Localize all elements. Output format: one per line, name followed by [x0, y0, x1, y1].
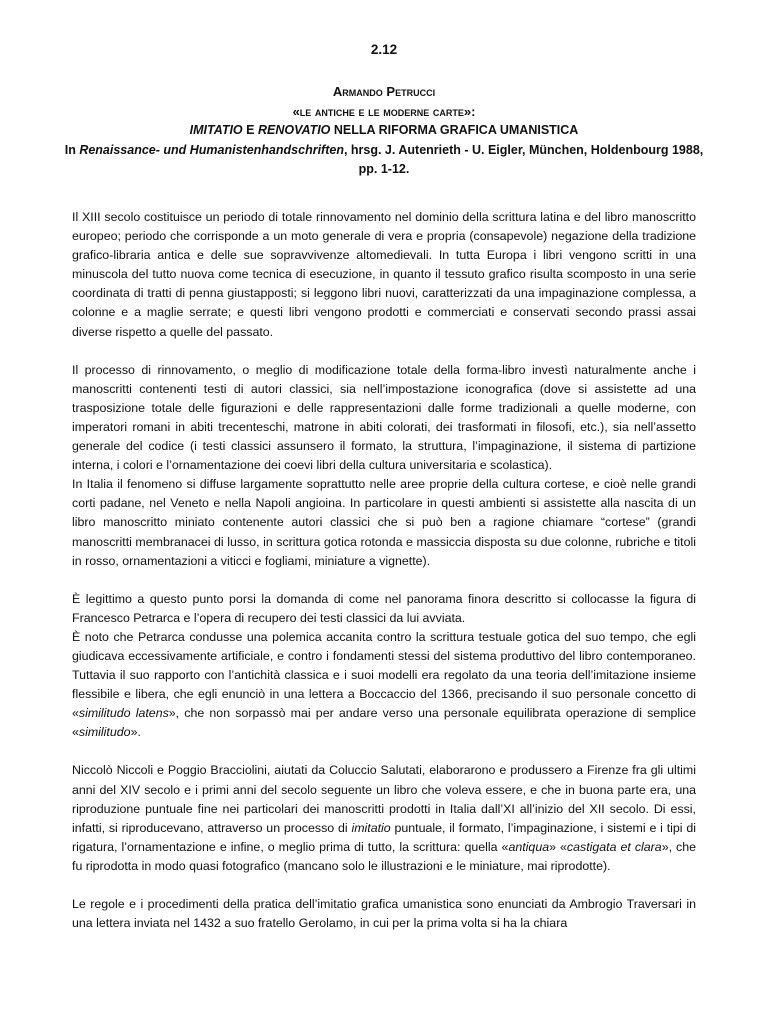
paragraph-4: È legittimo a questo punto porsi la domanda di come nel panorama finora descritto si collocasse la figura di Francesco Petrarca e l’opera di recupero dei testi classici da lui avviata. [72, 591, 696, 625]
essay-subtitle [60, 121, 708, 141]
section-number: 2.12 [370, 42, 398, 57]
subtitle-rest: NELLA RIFORMA GRAFICA UMANISTICA [330, 123, 579, 137]
p5-italic-similitudo-latens: similitudo latens [78, 706, 169, 721]
essay-title [60, 102, 708, 122]
p5-text-a: È noto che Petrarca condusse una polemica accanita contro la scrittura testuale gotica del suo tempo, che egli giudicava eccessivamente artificiale, e contro i fondamenti stessi del sistema produttivo del libro contemporaneo. Tuttavia il suo rapporto con l’antichità classica e i suoi modelli era regolato da una teoria dell’imitazione insieme flessibile e libera, che egli enunciò in una lettera a Boccaccio del 1366, precisando il suo personale concetto di « [72, 629, 696, 721]
ref-pages: pp. 1-12. [358, 162, 410, 176]
p5-text-c: », che non sorpassò mai per andare verso una personale equilibrata operazione di semplice « [72, 706, 696, 740]
paragraph-5 [72, 628, 696, 743]
paragraph-1: Il XIII secolo costituisce un periodo di totale rinnovamento nel dominio della scrittura latina e del libro manoscritto europeo; periodo che corrisponde a un moto generale di vera e propria (consapevole) negazione della tradizione grafico-libraria antica e delle sue sopravvivenze altomedievali. In tutta Europa i libri vengono scritti in una minuscola del tutto nuova come tecnica di esecuzione, in quanto il tessuto grafico risulta scomposto in una serie coordinata di tratti di penna giustapposti; si leggono libri nuovi, caratterizzati da una impaginazione complessa, a colonne e a maglie serrate; e questi libri vengono prodotti e commerciati e conservati secondo prassi assai diverse rispetto a quelle del passato. [72, 210, 696, 339]
paragraph-2: Il processo di rinnovamento, o meglio di modificazione totale della forma-libro investì naturalmente anche i manoscritti contenenti testi di autori classici, sia nell’impostazione iconografica (dove si assistette ad una trasposizione totale delle figurazioni e delle rappresentazioni dalle forme tradizionali a quelle moderne, con imperatori romani in abiti trecenteschi, matrone in abiti colorati, dei trasformati in filosofi, etc.), sia nell’assetto generale del codice (i testi classici assunsero il formato, la struttura, l’impaginazione, il sistema di partizione interna, i colori e l’ornamentazione dei coevi libri della cultura universitaria e scolastica). [72, 362, 696, 473]
p6-text-a: Niccolò Niccoli e Poggio Bracciolini, aiutati da Coluccio Salutati, elaborarono e produssero a Firenze fra gli ultimi anni del XIV secolo e i primi anni del secolo seguente un libro che voleva essere, e che in buona parte era, una riproduzione puntuale fine nei particolari dei manoscritti prodotti in Italia dall’XI all’inizio del XII secolo. Di essi, infatti, si riproducevano, attraverso un processo di [72, 763, 696, 835]
paragraph-7: Le regole e i procedimenti della pratica dell’imitatio grafica umanistica sono enunciati da Ambrogio Traversari in una lettera inviata nel 1432 a suo fratello Gerolamo, in cui per la prima volta si ha la chiara [72, 897, 696, 931]
essay-title-text: «le antiche e le moderne carte»: [292, 103, 476, 119]
subtitle-conj: E [242, 123, 258, 137]
author-name: Armando Petrucci [332, 84, 436, 99]
paragraph-6 [72, 761, 696, 876]
p5-italic-similitudo: similitudo [78, 725, 131, 740]
p6-italic-antiqua: antiqua [508, 839, 550, 854]
p6-text-c: puntuale, il formato, l’impaginazione, i sistemi e i tipi di rigatura, l’ornamentazione e infine, o meglio prima di tutto, la scrittura: quella « [72, 820, 696, 854]
ref-prefix: In [64, 142, 80, 157]
paragraph-3: In Italia il fenomeno si diffuse largamente soprattutto nelle aree proprie della cultura cortese, e cioè nelle grandi corti padane, nel Veneto e nella Napoli angioina. In particolare in questi ambienti si assistette alla nascita di un libro manoscritto miniato contenente autori classici che si può ben a ragione chiamare “cortese” (grandi manoscritti membranacei di lusso, in scrittura gotica rotonda e massiccia disposta su due colonne, rubriche e titoli in rosso, ornamentazioni a viticci e fogliami, miniature a vignette). [72, 477, 696, 568]
document-header [60, 82, 708, 180]
p6-text-e: » « [549, 839, 567, 854]
p5-text-e: ». [130, 725, 141, 740]
p6-italic-castigata: castigata et clara [566, 839, 662, 854]
p6-italic-imitatio: imitatio [351, 820, 391, 835]
subtitle-imitatio: IMITATIO [189, 123, 243, 137]
subtitle-renovatio: RENOVATIO [257, 123, 331, 137]
body-text [72, 208, 696, 933]
bibliographic-reference [60, 141, 708, 180]
ref-details: , hrsg. J. Autenrieth - U. Eigler, München, Holdenbourg 1988, [343, 142, 704, 157]
ref-book-title: Renaissance- und Humanistenhandschriften [79, 142, 344, 157]
p6-text-g: », che fu riprodotta in modo quasi fotografico (mancano solo le illustrazioni e le miniature, mai riprodotte). [72, 839, 696, 873]
